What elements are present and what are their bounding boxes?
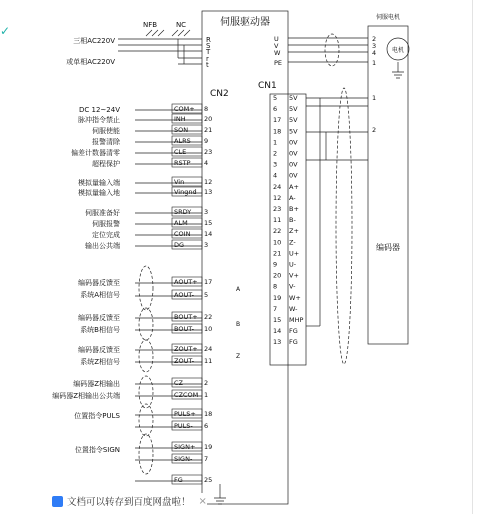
signal-description-6: 模拟量输入端 [78, 179, 120, 187]
motor-terminal-0: U [274, 35, 279, 43]
cn1-signal-5: 0V [289, 149, 298, 158]
cn1-pin-16: 20 [273, 271, 282, 280]
cn1-pin-7: 4 [273, 171, 278, 180]
cn1-pin-11: 11 [273, 216, 282, 225]
cn2-signal-14: BOUT+ [174, 313, 198, 321]
signal-description-21: 位置指令SIGN [74, 446, 120, 454]
cn1-signal-17: V- [289, 282, 296, 291]
cn1-signal-15: U- [289, 260, 297, 269]
signal-description-9: 伺服报警 [92, 220, 120, 228]
save-to-netdisk-toast[interactable] [52, 493, 207, 509]
phase-mark-2: Z [236, 353, 241, 360]
cn1-label: CN1 [258, 81, 277, 91]
cn2-signal-5: RSTP [174, 159, 191, 167]
cn1-pin-4: 1 [273, 138, 278, 147]
cn1-pin-20: 15 [273, 316, 282, 324]
cn2-pin-9: 15 [204, 219, 213, 227]
signal-description-16: 编码器反馈至 [78, 346, 120, 354]
cn1-pin-15: 9 [273, 260, 278, 269]
cn1-pin-3: 18 [273, 127, 282, 136]
cn2-pin-2: 21 [204, 126, 213, 134]
cn1-pin-17: 8 [273, 282, 278, 291]
drive-title: 伺服驱动器 [220, 17, 270, 28]
cn1-signal-0: 5V [289, 94, 298, 102]
cn2-signal-18: CZ [174, 379, 183, 387]
cn1-pin-18: 19 [273, 293, 282, 302]
power-terminal-4: t [206, 61, 209, 69]
motor-symbol: 电机 [391, 47, 405, 54]
encoder-pin-0: 1 [372, 94, 377, 102]
cn1-signal-22: FG [289, 338, 298, 347]
cn2-pin-17: 11 [204, 357, 213, 365]
power-terminal-1: S [206, 42, 211, 50]
cn2-pin-3: 9 [204, 137, 209, 145]
cn2-signal-23: SIGN- [174, 455, 193, 463]
motor-terminal-1: V [274, 42, 279, 50]
cn2-pin-13: 5 [204, 291, 209, 299]
cn2-signal-21: PULS- [174, 422, 193, 430]
cn1-signal-10: B+ [289, 205, 299, 213]
cn1-signal-21: FG [289, 327, 298, 336]
signal-description-11: 输出公共端 [85, 242, 120, 250]
cn1-pin-22: 13 [273, 338, 282, 347]
cn2-pin-23: 7 [204, 455, 209, 463]
cn1-pin-6: 3 [273, 160, 278, 169]
cn1-signal-19: W- [289, 304, 298, 313]
toast-text: 文档可以转存到百度网盘啦！ [67, 497, 191, 508]
cn1-pin-21: 14 [273, 327, 282, 336]
encoder-pin-1: 2 [372, 126, 377, 134]
motor-pin-1: 3 [372, 42, 377, 50]
cn1-signal-8: A+ [289, 182, 299, 191]
cn1-pin-10: 23 [273, 205, 282, 213]
cn2-pin-5: 4 [204, 159, 209, 167]
cn2-signal-1: INH [174, 115, 186, 123]
signal-description-12: 编码器反馈至 [78, 279, 120, 287]
signal-description-13: 系统A相信号 [80, 291, 120, 299]
cn2-signal-0: COM+ [174, 105, 195, 113]
power-terminal-0: R [206, 36, 211, 44]
signal-description-8: 伺服准备好 [85, 209, 120, 217]
cn2-signal-10: COIN [174, 230, 191, 238]
motor-title: 伺服电机 [375, 14, 401, 21]
signal-description-2: 伺服使能 [92, 127, 120, 135]
cn1-pin-19: 7 [273, 304, 278, 313]
cn2-signal-13: AOUT- [174, 291, 194, 299]
signal-description-4: 偏差计数器清零 [71, 149, 120, 157]
signal-description-19: 编码器Z相输出公共端 [52, 392, 120, 400]
cn1-signal-13: Z- [289, 238, 296, 247]
cn2-signal-15: BOUT- [174, 325, 194, 333]
cn1-pin-8: 24 [273, 182, 282, 191]
cn2-pin-15: 10 [204, 325, 213, 333]
cn1-pin-9: 12 [273, 193, 282, 202]
cn1-signal-4: 0V [289, 138, 298, 147]
cn2-signal-8: SRDY [174, 208, 192, 216]
cn1-pin-13: 10 [273, 238, 282, 247]
cn2-pin-24: 25 [204, 476, 213, 484]
signal-description-17: 系统Z相信号 [80, 358, 120, 366]
nfb-label: NFB [142, 21, 158, 29]
cn2-pin-18: 2 [204, 379, 209, 387]
cn2-signal-12: AOUT+ [174, 278, 198, 286]
cn1-signal-11: B- [289, 216, 296, 225]
cn2-pin-6: 12 [204, 178, 213, 186]
signal-description-1: 脉冲指令禁止 [78, 116, 120, 124]
signal-description-3: 报警清除 [92, 138, 120, 146]
motor-terminal-2: W [274, 49, 281, 57]
cn2-signal-24: FG [174, 476, 183, 484]
cn2-label: CN2 [210, 89, 229, 99]
cn2-pin-12: 17 [204, 278, 213, 286]
motor-pin-3: 1 [372, 59, 377, 67]
cn2-pin-21: 6 [204, 422, 209, 430]
cn1-signal-16: V+ [289, 271, 299, 280]
cn1-pin-2: 17 [273, 116, 282, 125]
cn2-pin-11: 3 [204, 241, 209, 249]
cn1-pin-12: 22 [273, 227, 282, 236]
power-label-single-phase: 或单相AC220V [66, 58, 115, 66]
cn1-signal-18: W+ [289, 293, 301, 302]
cn2-signal-16: ZOUT+ [174, 345, 198, 353]
signal-description-20: 位置指令PULS [74, 412, 120, 420]
cloud-drive-icon [52, 496, 63, 507]
signal-description-5: 超程保护 [92, 160, 120, 168]
phase-mark-1: B [236, 321, 241, 328]
signal-description-10: 定位完成 [92, 231, 120, 239]
check-icon: ✓ [0, 24, 11, 38]
signal-description-7: 模拟量输入地 [78, 189, 120, 197]
power-label-three-phase: 三相AC220V [73, 37, 115, 45]
cn2-signal-6: Vin [174, 178, 185, 186]
cn2-pin-19: 1 [204, 391, 209, 399]
right-sidebar [472, 0, 499, 514]
cn2-signal-20: PULS+ [174, 410, 196, 418]
power-terminal-3: r [206, 55, 209, 63]
cn2-pin-1: 20 [204, 115, 213, 123]
motor-pin-0: 2 [372, 35, 377, 43]
cn1-signal-2: 5V [289, 116, 298, 125]
cn1-pin-0: 5 [273, 94, 278, 102]
cn2-signal-11: DG [174, 241, 185, 249]
motor-pin-2: 4 [372, 49, 377, 57]
cn1-pin-14: 21 [273, 249, 282, 258]
signal-description-15: 系统B相信号 [80, 326, 120, 334]
cn2-pin-10: 14 [204, 230, 213, 238]
cn2-pin-4: 23 [204, 148, 213, 156]
cn2-signal-19: CZCOM [174, 391, 199, 399]
cn1-pin-5: 2 [273, 149, 278, 158]
cn1-signal-7: 0V [289, 171, 298, 180]
cn1-signal-20: MHP [289, 316, 304, 324]
cn1-pin-1: 6 [273, 105, 278, 114]
phase-mark-0: A [236, 286, 241, 293]
close-icon[interactable]: × [198, 495, 207, 507]
cn2-signal-17: ZOUT- [174, 357, 195, 365]
motor-terminal-3: PE [274, 59, 283, 67]
cn2-signal-2: SON [174, 126, 189, 134]
cn2-pin-0: 8 [204, 105, 209, 113]
cn1-signal-3: 5V [289, 127, 298, 136]
cn2-signal-7: Vingnd [174, 188, 197, 196]
cn2-signal-4: CLE [174, 148, 187, 156]
cn1-signal-6: 0V [289, 160, 298, 169]
cn1-signal-14: U+ [289, 249, 300, 258]
cn1-signal-9: A- [289, 193, 296, 202]
cn2-pin-20: 18 [204, 410, 213, 418]
cn2-pin-8: 3 [204, 208, 209, 216]
cn2-pin-16: 24 [204, 345, 213, 353]
cn2-signal-9: ALM [174, 219, 188, 227]
cn2-pin-22: 19 [204, 443, 213, 451]
cn1-signal-1: 5V [289, 105, 298, 114]
signal-description-14: 编码器反馈至 [78, 314, 120, 322]
cn1-signal-12: Z+ [289, 227, 299, 236]
signal-description-18: 编码器Z相输出 [73, 380, 120, 388]
cn2-pin-7: 13 [204, 188, 213, 196]
cn2-signal-22: SIGN+ [174, 443, 196, 451]
signal-description-0: DC 12~24V [79, 106, 120, 114]
encoder-label: 编码器 [376, 243, 400, 252]
nc-label: NC [175, 21, 187, 29]
cn2-pin-14: 22 [204, 313, 213, 321]
cn2-signal-3: ALRS [174, 137, 191, 145]
power-terminal-2: T [206, 48, 211, 56]
